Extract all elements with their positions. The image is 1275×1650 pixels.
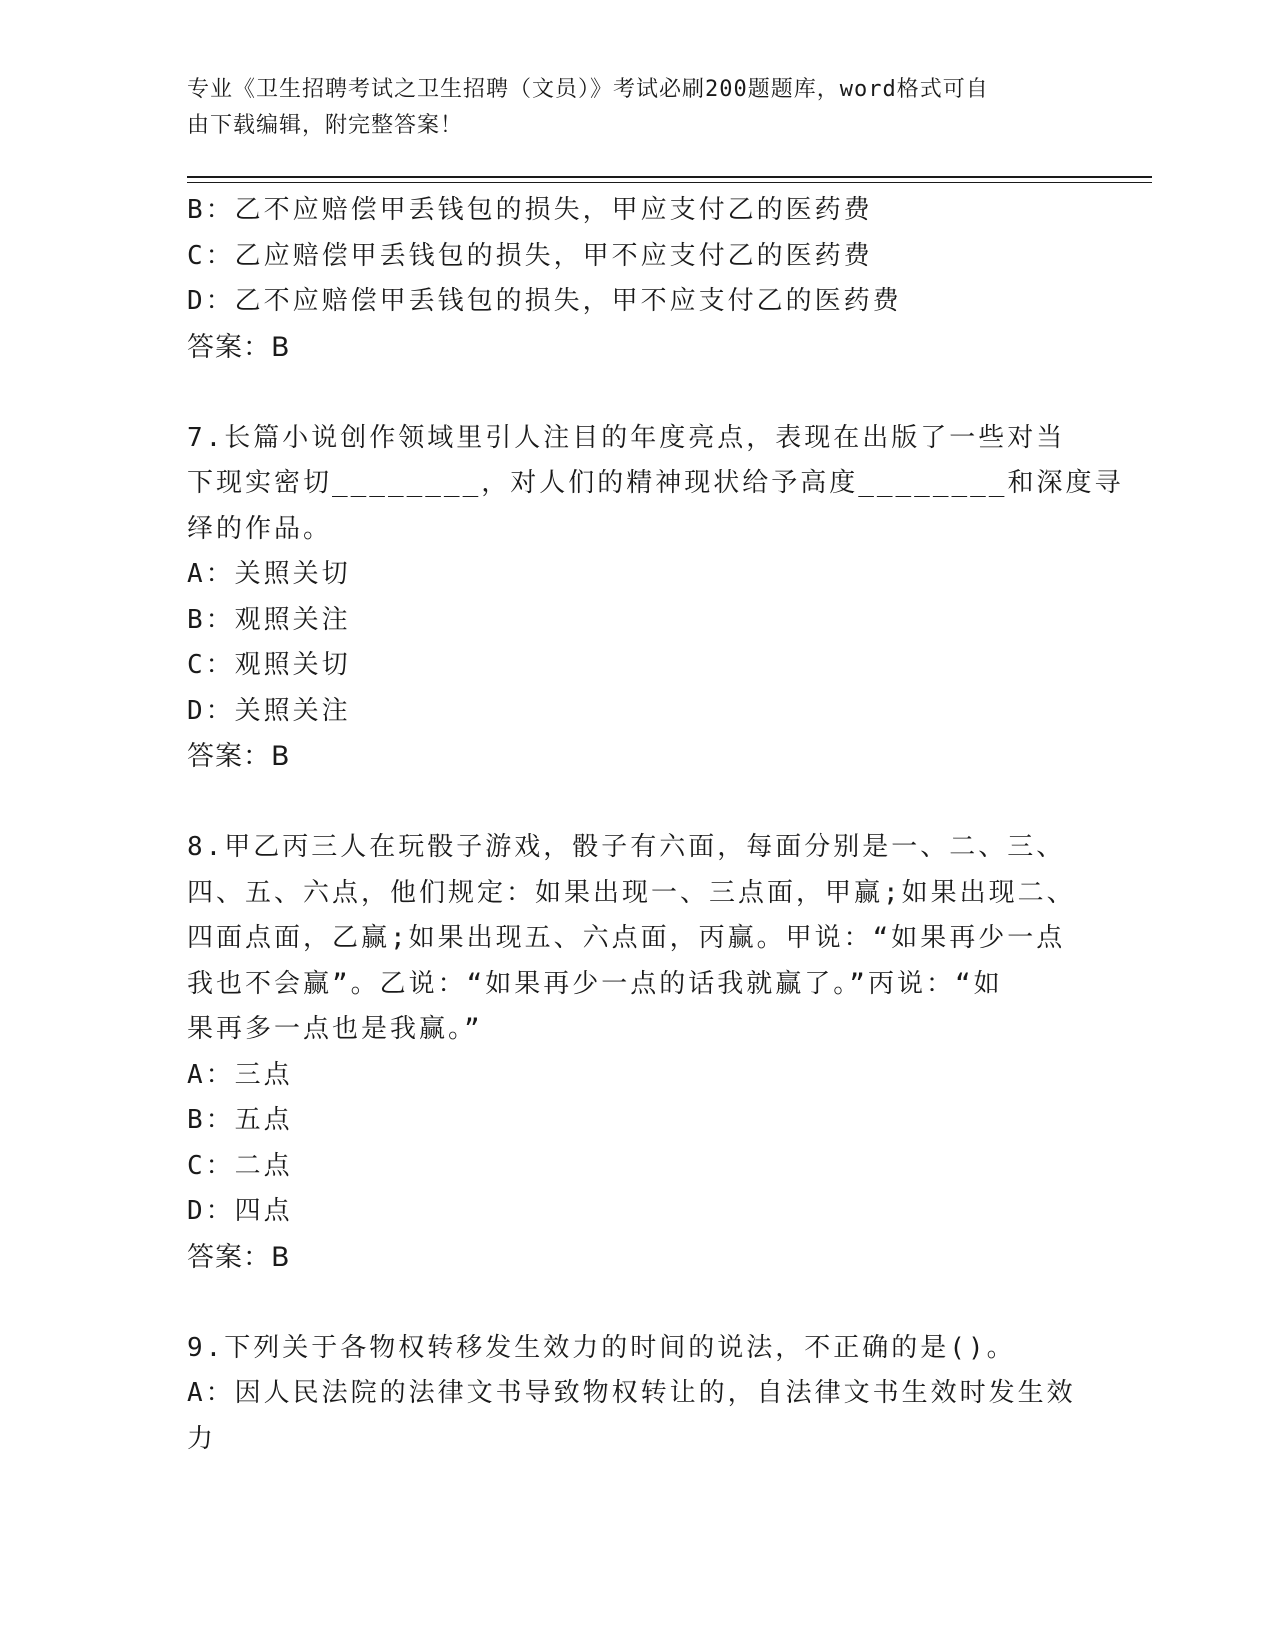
option-c: C：乙应赔偿甲丢钱包的损失，甲不应支付乙的医药费 xyxy=(187,240,873,271)
option-a-continued: 力 xyxy=(187,1423,217,1454)
answer: 答案：B xyxy=(187,331,291,363)
question-stem: 果再多一点也是我赢。” xyxy=(187,1014,483,1044)
question-stem: 7.长篇小说创作领域里引人注目的年度亮点，表现在出版了一些对当 xyxy=(187,422,1066,453)
option-b: B：五点 xyxy=(187,1105,293,1135)
option-d: D：关照关注 xyxy=(187,695,351,726)
option-a: A：因人民法院的法律文书导致物权转让的，自法律文书生效时发生效 xyxy=(187,1378,1076,1408)
option-d: D：四点 xyxy=(187,1196,293,1226)
option-c: C：观照关切 xyxy=(187,650,351,680)
spacer xyxy=(187,780,1087,826)
question-stem: 我也不会赢”。乙说：“如果再少一点的话我就赢了。”丙说：“如 xyxy=(187,968,1003,999)
option-c: C：二点 xyxy=(187,1150,293,1181)
document-header xyxy=(187,72,1067,144)
spacer xyxy=(187,370,1087,416)
header-divider-thin xyxy=(187,182,1152,183)
question-content xyxy=(187,188,1124,1462)
question-9 xyxy=(187,1326,1087,1463)
answer: 答案：B xyxy=(187,741,291,772)
header-divider-thick xyxy=(187,176,1152,178)
option-b: B：乙不应赔偿甲丢钱包的损失，甲应支付乙的医药费 xyxy=(187,195,873,225)
question-6 xyxy=(187,188,1087,370)
question-stem: 绎的作品。 xyxy=(187,513,333,544)
header-line: 由下载编辑，附完整答案！ xyxy=(187,113,464,138)
question-stem: 下现实密切________，对人们的精神现状给予高度________和深度寻 xyxy=(187,468,1124,498)
question-stem: 四、五、六点，他们规定：如果出现一、三点面，甲赢;如果出现二、 xyxy=(187,877,1076,908)
option-b: B：观照关注 xyxy=(187,604,351,635)
question-stem: 9.下列关于各物权转移发生效力的时间的说法，不正确的是()。 xyxy=(187,1332,1016,1363)
option-a: A：关照关切 xyxy=(187,559,351,589)
question-7 xyxy=(187,416,1124,780)
spacer xyxy=(187,1280,1087,1326)
option-a: A：三点 xyxy=(187,1059,293,1090)
question-8 xyxy=(187,825,1087,1280)
answer: 答案：B xyxy=(187,1241,291,1273)
question-stem: 四面点面，乙赢;如果出现五、六点面，丙赢。甲说：“如果再少一点 xyxy=(187,923,1066,953)
option-d: D：乙不应赔偿甲丢钱包的损失，甲不应支付乙的医药费 xyxy=(187,286,902,316)
question-stem: 8.甲乙丙三人在玩骰子游戏，骰子有六面，每面分别是一、二、三、 xyxy=(187,832,1066,862)
header-line: 专业《卫生招聘考试之卫生招聘（文员）》考试必刷200题题库，word格式可自 xyxy=(187,77,989,102)
